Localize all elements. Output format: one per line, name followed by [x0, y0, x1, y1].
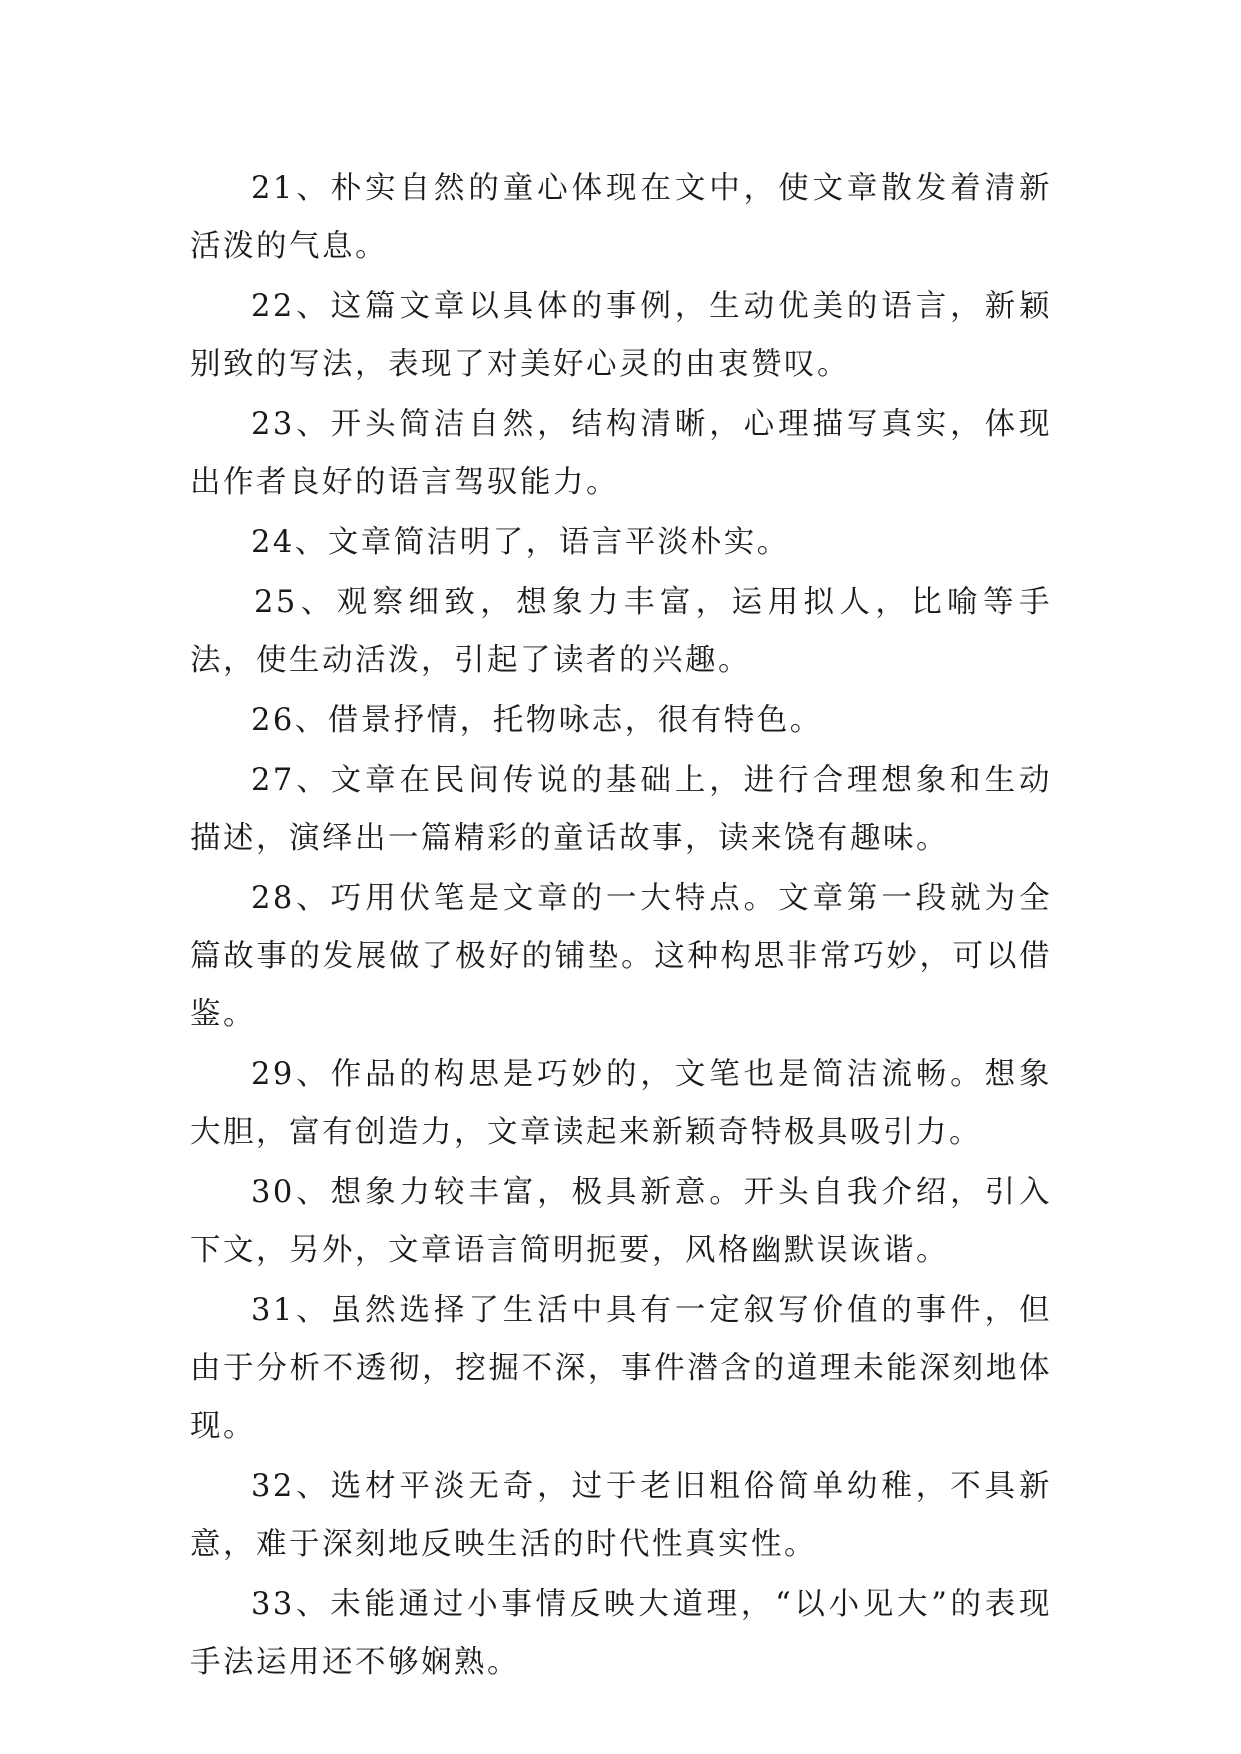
paragraph-25: 25、观察细致，想象力丰富，运用拟人，比喻等手法，使生动活泼，引起了读者的兴趣。 — [190, 585, 1052, 678]
paragraph-27: 27、文章在民间传说的基础上，进行合理想象和生动描述，演绎出一篇精彩的童话故事，读来饶有趣味。 — [190, 763, 1052, 856]
paragraph-22: 22、这篇文章以具体的事例，生动优美的语言，新颖别致的写法，表现了对美好心灵的由衷赞叹。 — [190, 289, 1052, 382]
paragraph-29: 29、作品的构思是巧妙的，文笔也是简洁流畅。想象大胆，富有创造力，文章读起来新颖奇特极具吸引力。 — [190, 1057, 1052, 1150]
paragraph-21: 21、朴实自然的童心体现在文中，使文章散发着清新活泼的气息。 — [190, 171, 1052, 264]
paragraph-26: 26、借景抒情，托物咏志，很有特色。 — [251, 703, 823, 738]
paragraph-28: 28、巧用伏笔是文章的一大特点。文章第一段就为全篇故事的发展做了极好的铺垫。这种构思非常巧妙，可以借鉴。 — [190, 881, 1052, 1032]
paragraph-23: 23、开头简洁自然，结构清晰，心理描写真实，体现出作者良好的语言驾驭能力。 — [190, 407, 1052, 500]
paragraph-30: 30、想象力较丰富，极具新意。开头自我介绍，引入下文，另外，文章语言简明扼要，风格幽默误诙谐。 — [190, 1175, 1052, 1268]
document-body — [190, 160, 1052, 1694]
paragraph-32: 32、选材平淡无奇，过于老旧粗俗简单幼稚，不具新意，难于深刻地反映生活的时代性真实性。 — [190, 1469, 1052, 1562]
paragraph-33: 33、未能通过小事情反映大道理，“以小见大”的表现手法运用还不够娴熟。 — [190, 1587, 1052, 1680]
paragraph-24: 24、文章简洁明了，语言平淡朴实。 — [251, 525, 790, 560]
paragraph-31: 31、虽然选择了生活中具有一定叙写价值的事件，但由于分析不透彻，挖掘不深，事件潜含的道理未能深刻地体现。 — [190, 1293, 1052, 1444]
